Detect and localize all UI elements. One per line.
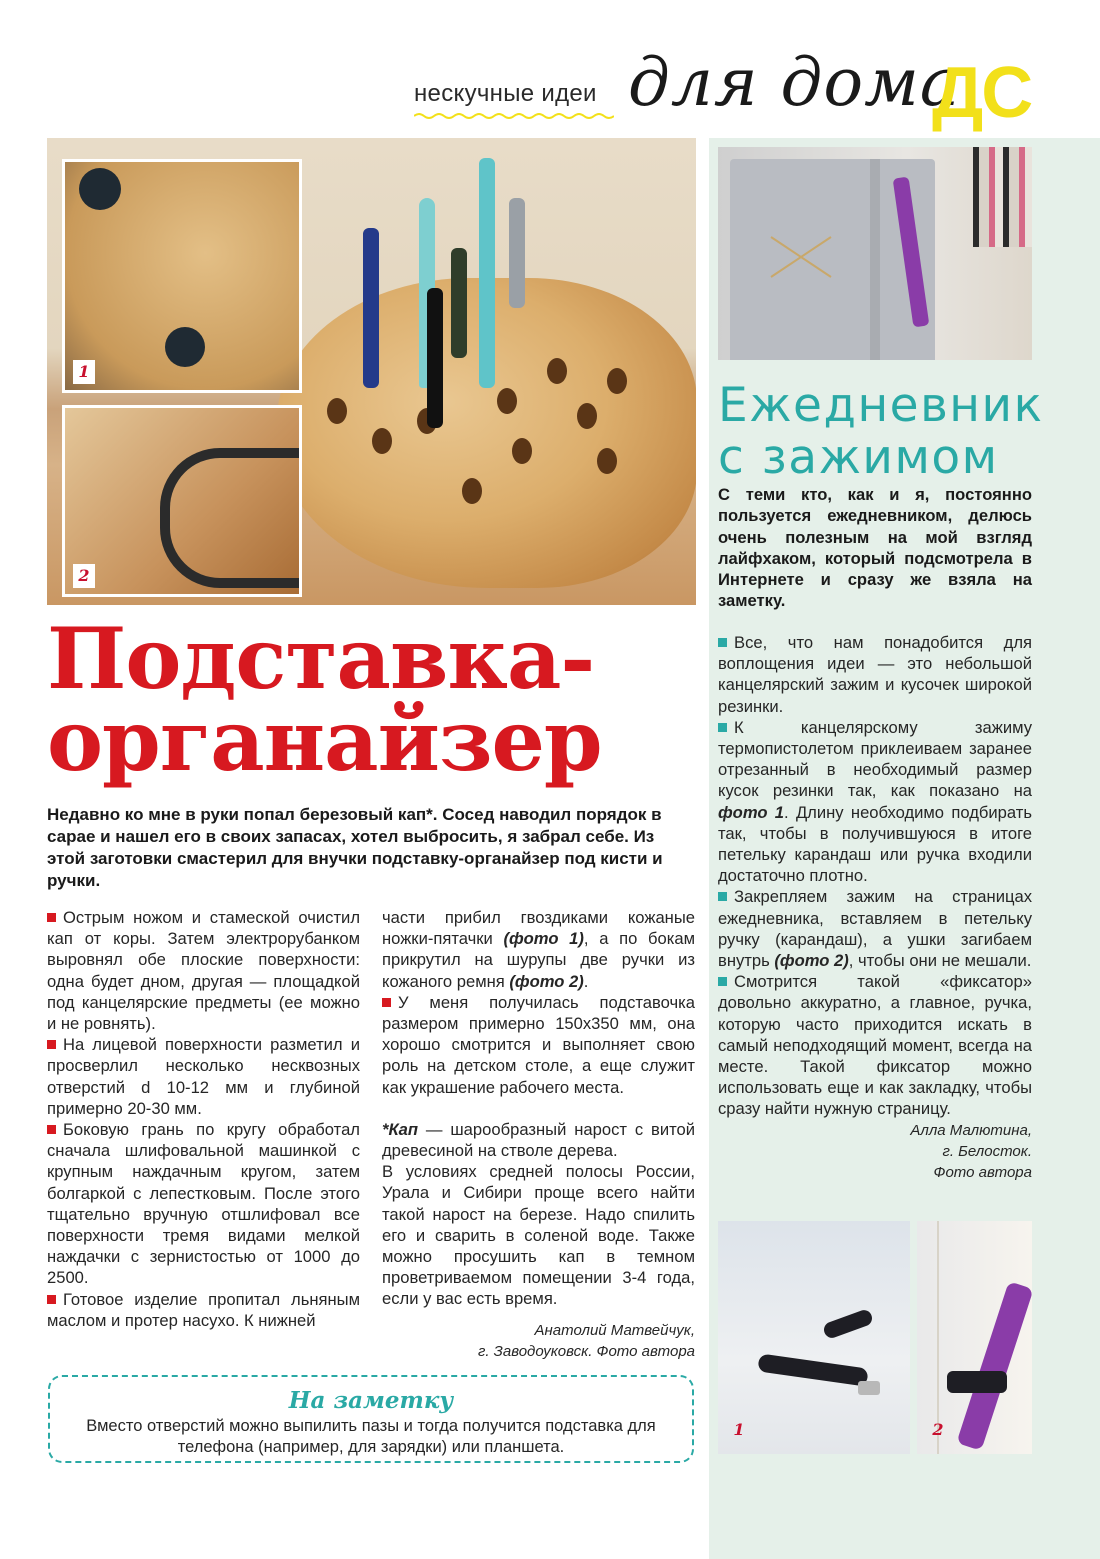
note-text: Вместо отверстий можно выпилить пазы и тогда получится подставка для телефона (например, для зарядки) или планшета. [86, 1417, 656, 1456]
clip-photo-1 [718, 1221, 910, 1454]
bullet-square-icon [718, 723, 727, 732]
sidebar-author-name: Алла Малютина, [910, 1121, 1032, 1139]
planner-rings-image [973, 147, 1032, 247]
arrows-emblem-icon [766, 232, 836, 282]
photo-label: 2 [932, 1420, 944, 1439]
sidebar-title-line2: с зажимом [718, 430, 999, 485]
notebook-photo [718, 147, 1032, 360]
sidebar-article-title [718, 380, 1043, 484]
header-wave-decoration [414, 112, 614, 120]
photo-label: 2 [73, 564, 95, 588]
article-paragraph: части прибил гвоздиками кожаные ножки-пятачки (фото 1), а по бокам прикрутил на шурупы две ручки из кожаного ремня (фото 2). [382, 908, 695, 991]
note-title: На заметку [288, 1387, 454, 1414]
sidebar-paragraph: Закрепляем зажим на страницах ежедневника, вставляем в петельку ручку (карандаш), а ушки загибаем внутрь (фото 2), чтобы они не мешали. [718, 887, 1032, 971]
sidebar-paragraph: Смотрится такой «фиксатор» довольно аккуратно, а главное, ручка, которую часто приходится искать в самый неподходящий момент, всегда на месте. Такой фиксатор можно использовать еще и как закладку, чтобы сразу найти нужную страницу. [718, 972, 1032, 1119]
pen-icon [956, 1281, 1032, 1451]
photo-label: 1 [733, 1420, 745, 1439]
pen-icon [363, 228, 379, 388]
pen-icon [451, 248, 467, 358]
organizer-main-photo [47, 138, 696, 605]
article-lead: Недавно ко мне в руки попал березовый кап*. Сосед наводил порядок в сарае и нашел его в своих запасах, хотел выбросить, я забрал себе. Из этой заготовки смастерил для внучки подставку-органайзер под кисти и ручки. [47, 805, 663, 890]
article-paragraph: У меня получилась подставочка размером примерно 150x350 мм, она хорошо смотрится и выполняет свою роль на детском столе, а еще служит как украшение рабочего места. [382, 992, 695, 1097]
sidebar-title-line1: Ежедневник [718, 378, 1044, 433]
sidebar-author-city: г. Белосток. [942, 1142, 1032, 1160]
bullet-square-icon [47, 1040, 56, 1049]
bullet-square-icon [47, 1295, 56, 1304]
article-column-1 [47, 907, 360, 1331]
sidebar-photo-credit: Фото автора [933, 1163, 1032, 1181]
bullet-square-icon [718, 977, 727, 986]
inset-photo-feet [62, 159, 302, 393]
article-paragraph: На лицевой поверхности разметил и просверлил несколько несквозных отверстий d 10-12 мм и глубиной примерно 20-30 мм. [47, 1035, 360, 1118]
bullet-square-icon [47, 1125, 56, 1134]
article-title [47, 609, 602, 790]
sidebar-paragraph: К канцелярскому зажиму термопистолетом приклеиваем заранее отрезанный в необходимый размер кусок резинки так, как показано на фото 1. Длину необходимо подбирать так, чтобы в получившуюся в итоге петельку карандаш или ручка входили достаточно плотно. [718, 717, 1032, 886]
author-name: Анатолий Матвейчук, [534, 1321, 695, 1339]
pen-icon [509, 198, 525, 308]
bullet-square-icon [718, 892, 727, 901]
article-paragraph: Острым ножом и стамеской очистил кап от коры. Затем электрорубанком выровнял обе плоские поверхности: одна будет дном, другая — площадкой под канцелярские предметы (ее можно и не ровнять). [47, 908, 360, 1034]
magazine-logo: ДС [932, 53, 1032, 133]
bullet-square-icon [47, 913, 56, 922]
article-title-line1: Подставка- [47, 609, 595, 708]
article-paragraph: Боковую грань по кругу обработал сначала шлифовальной машинкой с крупным наждачным кругом, затем болгаркой с лепестковым. После этого тщательно вручную отшлифовал все поверхности тремя видами мелкой наждачки с зернистостью от 1000 до 2500. [47, 1120, 360, 1288]
author-city: г. Заводоуковск. Фото автора [477, 1342, 695, 1360]
header-section-title: для дома [628, 44, 961, 121]
article-paragraph: Готовое изделие пропитал льняным маслом и протер насухо. К нижней [47, 1289, 360, 1330]
sidebar-paragraph: Все, что нам понадобится для воплощения идеи — это небольшой канцелярский зажим и кусочек широкой резинки. [718, 633, 1032, 716]
sidebar-lead: С теми кто, как и я, постоянно пользуется ежедневником, делюсь очень полезным на мой взгляд лайфхаком, который подсмотрела в Интернете и сразу же взяла на заметку. [718, 485, 1032, 611]
bullet-square-icon [382, 998, 391, 1007]
article-column-2 [382, 907, 695, 1362]
bullet-square-icon [718, 638, 727, 647]
sidebar-body [718, 632, 1032, 1183]
header-rubric: нескучные идеи [414, 80, 597, 107]
clip-photo-2 [917, 1221, 1032, 1454]
footnote-paragraph: В условиях средней полосы России, Урала и Сибири проще всего найти такой нарост на березе. Надо спилить его и сварить в соленой воде. Также можно просушить кап в темном проветриваемом помещении 3-4 года, если у вас есть время. [382, 1162, 695, 1309]
article-title-line2: органайзер [47, 691, 602, 790]
footnote: *Кап — шарообразный нарост с витой древесиной на стволе дерева. [382, 1119, 695, 1161]
note-box [48, 1375, 694, 1463]
inset-photo-handle [62, 405, 302, 597]
pen-icon [427, 288, 443, 428]
photo-label: 1 [73, 360, 95, 384]
pencil-icon [479, 158, 495, 388]
